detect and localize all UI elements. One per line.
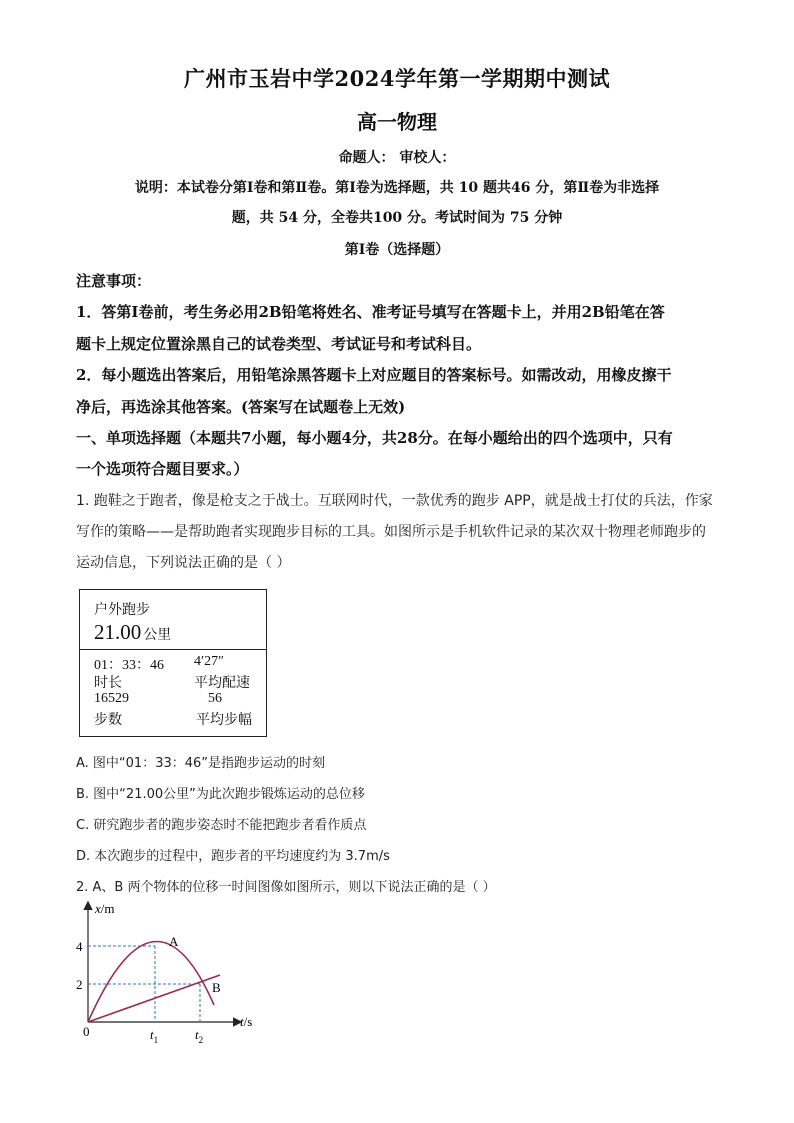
duration-value: 01：33：46 xyxy=(94,658,164,673)
notice-item-2-line-2: 净后，再选涂其他答案。(答案写在试题卷上无效) xyxy=(76,398,406,416)
distance-unit: 公里 xyxy=(143,628,172,643)
steps-value: 16529 xyxy=(94,691,129,706)
stride-value: 56 xyxy=(208,691,222,706)
activity-label: 户外跑步 xyxy=(94,603,150,618)
q1-stem-line-1: 1. 跑鞋之于跑者，像是枪支之于战士。互联网时代，一款优秀的跑步 APP，就是战士打仗的兵法，作家 xyxy=(76,493,713,509)
y-axis-label: x/m xyxy=(95,901,115,916)
section-heading-line-1: 一、单项选择题（本题共7小题，每小题4分，共28分。在每小题给出的四个选项中，只有 xyxy=(76,429,673,447)
exam-title: 广州市玉岩中学2024学年第一学期期中测试 xyxy=(184,66,610,91)
box-divider xyxy=(80,649,266,650)
intro-line-1: 说明：本试卷分第Ⅰ卷和第Ⅱ卷。第Ⅰ卷为选择题，共 10 题共46 分，第Ⅱ卷为非选择 xyxy=(134,180,660,196)
steps-label: 步数 xyxy=(94,713,122,728)
q1-option-d: D. 本次跑步的过程中，跑步者的平均速度约为 3.7m/s xyxy=(76,849,390,864)
distance-value: 21.00 xyxy=(94,620,142,644)
origin-label: 0 xyxy=(83,1024,90,1039)
q1-option-b: B. 图中“21.00公里”为此次跑步锻炼运动的总位移 xyxy=(76,787,365,802)
pace-label: 平均配速 xyxy=(194,676,250,691)
curve-label-a: A xyxy=(169,934,179,949)
intro-line-2: 题，共 54 分，全卷共100 分。考试时间为 75 分钟 xyxy=(231,210,563,226)
y-tick-2: 2 xyxy=(76,977,83,992)
subject-title: 高一物理 xyxy=(357,110,437,134)
distance-readout xyxy=(94,620,171,645)
authors-line: 命题人： 审校人： xyxy=(338,150,456,166)
y-tick-4: 4 xyxy=(76,939,83,954)
notice-item-1-line-2: 题卡上规定位置涂黑自己的试卷类型、考试证号和考试科目。 xyxy=(76,335,482,353)
object-a-curve xyxy=(88,941,214,1022)
q1-option-a: A. 图中“01：33：46”是指跑步运动的时刻 xyxy=(76,756,326,771)
displacement-time-graph xyxy=(68,895,268,1055)
q1-option-c: C. 研究跑步者的跑步姿态时不能把跑步者看作质点 xyxy=(76,818,367,833)
section-heading-line-2: 一个选项符合题目要求。） xyxy=(76,460,249,478)
notice-item-2-line-1: 2．每小题选出答案后，用铅笔涂黑答题卡上对应题目的答案标号。如需改动，用橡皮擦干 xyxy=(76,366,672,384)
x-tick-t1: $t_1$ xyxy=(150,1027,159,1045)
notice-heading: 注意事项： xyxy=(76,272,152,290)
line-label-b: B xyxy=(212,980,221,995)
stride-label: 平均步幅 xyxy=(196,713,252,728)
notice-item-1-line-1: 1．答第Ⅰ卷前，考生务必用2B铅笔将姓名、准考证号填写在答题卡上，并用2B铅笔在答 xyxy=(76,303,665,321)
x-axis-label: t/s xyxy=(240,1014,253,1029)
running-app-record-box xyxy=(79,589,267,737)
q1-stem-line-2: 写作的策略——是帮助跑者实现跑步目标的工具。如图所示是手机软件记录的某次双十物理老师跑步的 xyxy=(76,524,706,540)
duration-label: 时长 xyxy=(94,676,122,691)
pace-value: 4′27″ xyxy=(194,654,224,669)
part-one-heading: 第Ⅰ卷（选择题） xyxy=(344,242,450,258)
q1-stem-line-3: 运动信息，下列说法正确的是（ ） xyxy=(76,555,291,571)
q2-stem-line-1: 2. A、B 两个物体的位移一时间图像如图所示，则以下说法正确的是（ ） xyxy=(76,880,496,895)
x-tick-t2: $t_2$ xyxy=(195,1027,204,1045)
